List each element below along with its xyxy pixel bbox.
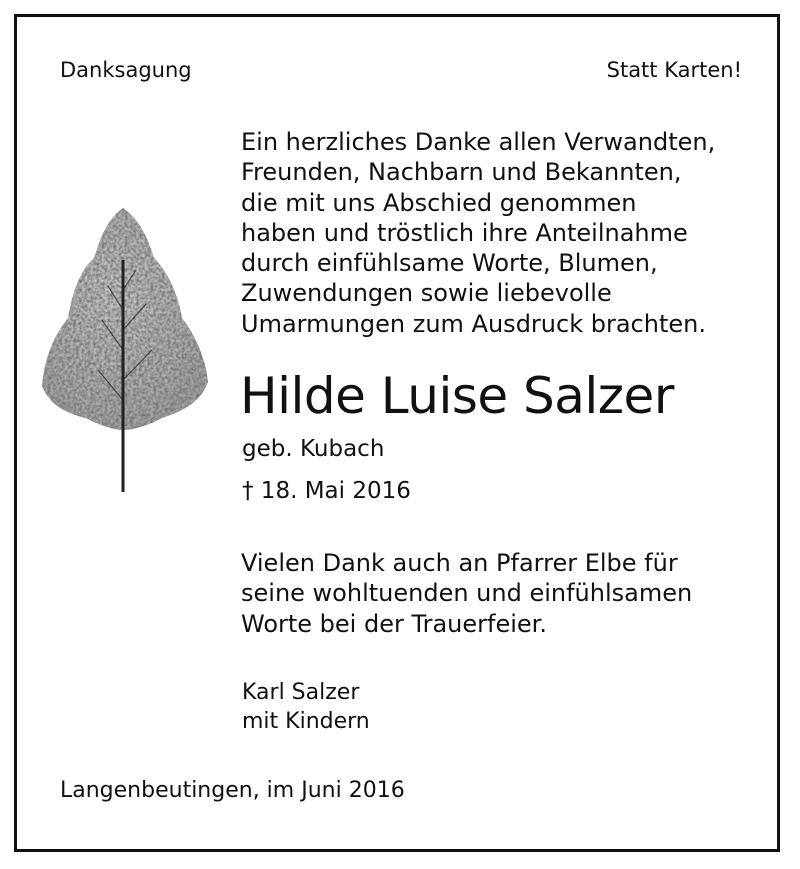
thanks-line: haben und tröstlich ihre Anteilnahme xyxy=(241,218,688,247)
signature xyxy=(242,678,370,736)
thanks-message xyxy=(241,127,715,339)
deceased-name: Hilde Luise Salzer xyxy=(240,367,674,425)
notice-heading: Danksagung xyxy=(60,58,192,82)
thanks-line: die mit uns Abschied genommen xyxy=(241,188,637,217)
thanks-line: Zuwendungen sowie liebevolle xyxy=(241,279,612,308)
thanks-line: Freunden, Nachbarn und Bekannten, xyxy=(241,158,682,187)
thanks-line: durch einfühlsame Worte, Blumen, xyxy=(241,249,658,278)
pastor-line: seine wohltuenden und einfühlsamen xyxy=(241,579,693,608)
tree-icon xyxy=(28,200,218,492)
death-date: † 18. Mai 2016 xyxy=(242,478,411,504)
thanks-line: Ein herzliches Danke allen Verwandten, xyxy=(241,128,716,156)
pastor-line: Vielen Dank auch an Pfarrer Elbe für xyxy=(241,549,678,577)
pastor-line: Worte bei der Trauerfeier. xyxy=(241,609,547,638)
thanks-line: Umarmungen zum Ausdruck brachten. xyxy=(241,309,706,338)
tree-crown xyxy=(42,208,208,430)
signature-line: Karl Salzer xyxy=(242,680,360,705)
notice-subheading: Statt Karten! xyxy=(606,58,742,82)
pastor-thanks xyxy=(241,548,692,639)
place-date: Langenbeutingen, im Juni 2016 xyxy=(60,778,405,803)
signature-line: mit Kindern xyxy=(242,709,370,734)
maiden-name: geb. Kubach xyxy=(242,436,385,462)
